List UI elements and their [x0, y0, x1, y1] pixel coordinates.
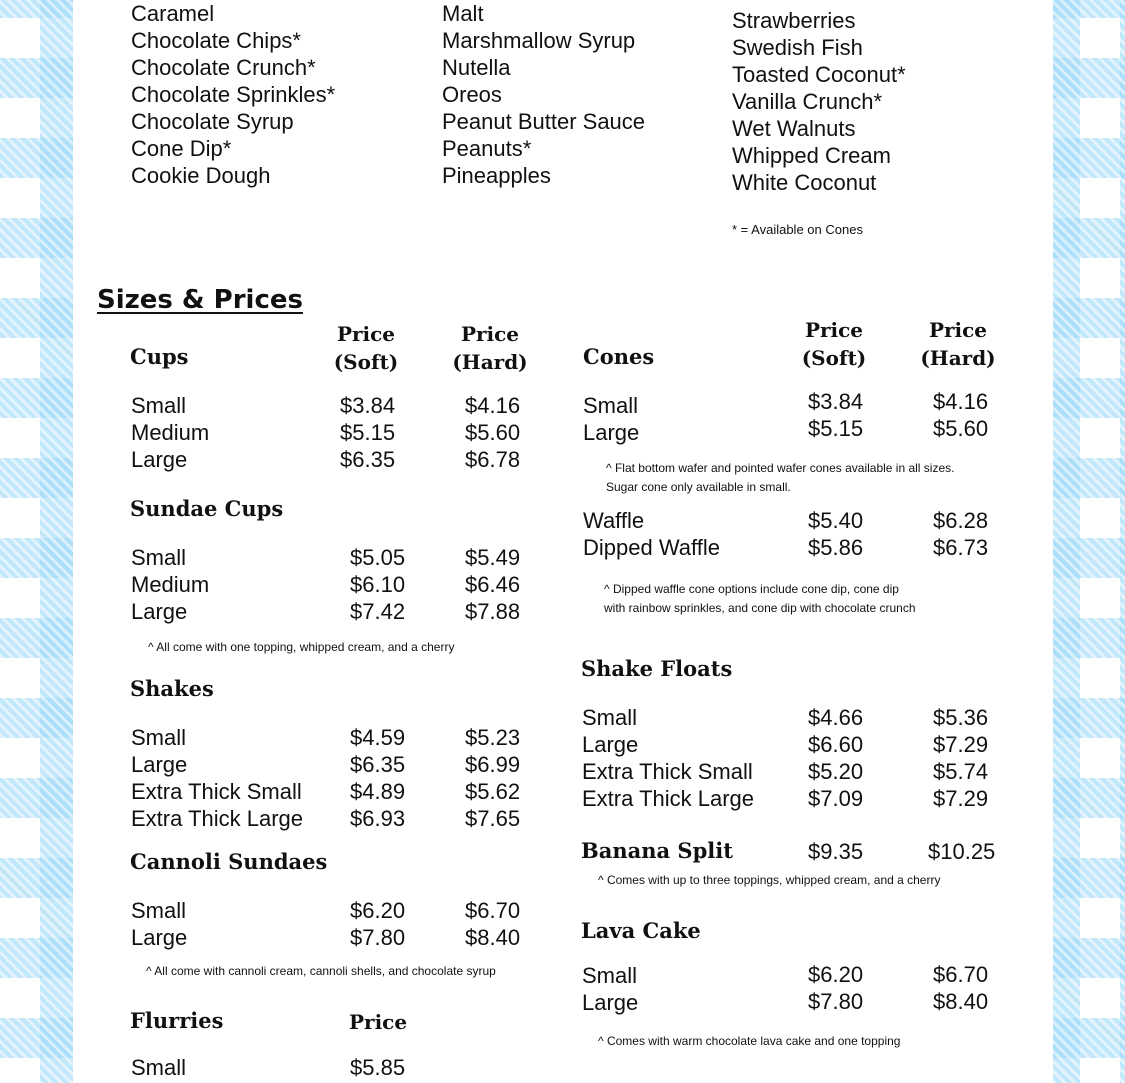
size-label: Dipped Waffle	[583, 535, 720, 560]
topping-item: Vanilla Crunch*	[732, 89, 883, 114]
section-title-flurries: Flurries	[130, 1008, 224, 1033]
topping-item: Chocolate Syrup	[131, 109, 294, 134]
gingham-border-left	[0, 0, 73, 1083]
section-note: Sugar cone only available in small.	[606, 480, 791, 494]
price-soft: $3.84	[340, 393, 396, 418]
topping-item: Chocolate Crunch*	[131, 55, 316, 80]
price-soft: $6.35	[340, 447, 396, 472]
price-hard: $5.49	[465, 545, 521, 570]
size-label: Small	[582, 963, 638, 988]
price-hard: $5.62	[465, 779, 521, 804]
section-title-shakes: Shakes	[130, 676, 214, 701]
section-note: ^ Comes with warm chocolate lava cake and one topping	[598, 1034, 901, 1048]
topping-item: Peanuts*	[442, 136, 532, 161]
topping-item: Peanut Butter Sauce	[442, 109, 646, 134]
size-label: Large	[582, 990, 639, 1015]
section-title-shake-floats: Shake Floats	[581, 656, 733, 681]
section-title-banana-split: Banana Split	[581, 838, 733, 863]
size-label: Small	[131, 1055, 187, 1080]
price-soft: $5.40	[808, 508, 864, 533]
price-hard: $6.70	[465, 898, 521, 923]
price-soft: $4.89	[350, 779, 406, 804]
price-soft-header: Price (Soft)	[333, 322, 399, 374]
topping-item: Nutella	[442, 55, 511, 80]
price-hard: $6.70	[933, 962, 989, 987]
topping-item: Marshmallow Syrup	[442, 28, 636, 53]
topping-item: Wet Walnuts	[732, 116, 856, 141]
size-label: Small	[131, 898, 187, 923]
price-soft: $7.42	[350, 599, 406, 624]
price-soft: $7.09	[808, 786, 864, 811]
topping-item: Oreos	[442, 82, 502, 107]
size-label: Small	[131, 545, 187, 570]
topping-item: Cone Dip*	[131, 136, 232, 161]
size-label: Extra Thick Small	[582, 759, 753, 784]
size-label: Extra Thick Large	[131, 806, 304, 831]
price-soft: $4.66	[808, 705, 864, 730]
toppings-footnote: * = Available on Cones	[732, 222, 863, 237]
size-label: Small	[583, 393, 639, 418]
size-label: Large	[131, 447, 188, 472]
section-note: ^ Flat bottom wafer and pointed wafer cones available in all sizes.	[606, 461, 955, 475]
price-hard: $5.60	[933, 416, 989, 441]
section-note: with rainbow sprinkles, and cone dip with chocolate crunch	[604, 601, 916, 615]
price-soft: $5.86	[808, 535, 864, 560]
size-label: Extra Thick Small	[131, 779, 302, 804]
price-hard-header: Price (Hard)	[452, 322, 528, 374]
price-hard: $4.16	[465, 393, 521, 418]
topping-item: Strawberries	[732, 8, 856, 33]
size-label: Waffle	[583, 508, 645, 533]
gingham-border-right	[1053, 0, 1125, 1083]
price-hard: $7.29	[933, 786, 989, 811]
price-hard: $4.16	[933, 389, 989, 414]
price-hard: $10.25	[928, 839, 996, 864]
size-label: Large	[582, 732, 639, 757]
price-hard: $7.65	[465, 806, 521, 831]
size-label: Medium	[131, 420, 210, 445]
topping-item: Toasted Coconut*	[732, 62, 906, 87]
topping-item: Swedish Fish	[732, 35, 863, 60]
section-note: ^ All come with one topping, whipped cream, and a cherry	[148, 640, 455, 654]
topping-item: Malt	[442, 1, 484, 26]
price-hard: $5.23	[465, 725, 521, 750]
price-hard: $5.74	[933, 759, 989, 784]
price-hard: $8.40	[933, 989, 989, 1014]
section-note: ^ Comes with up to three toppings, whipped cream, and a cherry	[598, 873, 941, 887]
size-label: Large	[583, 420, 640, 445]
topping-item: White Coconut	[732, 170, 877, 195]
price-soft: $7.80	[808, 989, 864, 1014]
price-soft: $6.20	[350, 898, 406, 923]
section-title-cups: Cups	[130, 344, 189, 369]
price-hard-header: Price (Hard)	[920, 318, 996, 370]
price-hard: $6.46	[465, 572, 521, 597]
section-title-cannoli-sundaes: Cannoli Sundaes	[130, 849, 328, 874]
size-label: Large	[131, 925, 188, 950]
price-soft: $6.10	[350, 572, 406, 597]
section-title-cones: Cones	[583, 344, 655, 369]
price-soft: $6.20	[808, 962, 864, 987]
topping-item: Caramel	[131, 1, 215, 26]
price-hard: $6.78	[465, 447, 521, 472]
size-label: Extra Thick Large	[582, 786, 755, 811]
price-soft: $5.15	[808, 416, 864, 441]
price-soft: $5.15	[340, 420, 396, 445]
price-hard: $6.73	[933, 535, 989, 560]
section-title-sundae-cups: Sundae Cups	[130, 496, 284, 521]
section-note: ^ All come with cannoli cream, cannoli shells, and chocolate syrup	[146, 964, 496, 978]
price-soft: $6.35	[350, 752, 406, 777]
price-soft: $9.35	[808, 839, 864, 864]
price-soft: $6.60	[808, 732, 864, 757]
price: $5.85	[350, 1055, 406, 1080]
price-hard: $5.60	[465, 420, 521, 445]
section-title-lava-cake: Lava Cake	[581, 918, 701, 943]
size-label: Medium	[131, 572, 210, 597]
price-soft: $3.84	[808, 389, 864, 414]
price-soft: $5.20	[808, 759, 864, 784]
price-header: Price	[349, 1010, 408, 1034]
topping-item: Whipped Cream	[732, 143, 891, 168]
size-label: Small	[131, 393, 187, 418]
price-hard: $8.40	[465, 925, 521, 950]
price-hard: $6.99	[465, 752, 521, 777]
topping-item: Pineapples	[442, 163, 551, 188]
price-soft-header: Price (Soft)	[801, 318, 867, 370]
price-soft: $6.93	[350, 806, 406, 831]
size-label: Small	[131, 725, 187, 750]
price-hard: $6.28	[933, 508, 989, 533]
size-label: Large	[131, 752, 188, 777]
sizes-prices-title: Sizes & Prices	[97, 285, 303, 315]
topping-item: Cookie Dough	[131, 163, 271, 188]
price-soft: $7.80	[350, 925, 406, 950]
price-hard: $7.29	[933, 732, 989, 757]
size-label: Large	[131, 599, 188, 624]
topping-item: Chocolate Sprinkles*	[131, 82, 336, 107]
price-soft: $4.59	[350, 725, 406, 750]
size-label: Small	[582, 705, 638, 730]
price-hard: $7.88	[465, 599, 521, 624]
topping-item: Chocolate Chips*	[131, 28, 301, 53]
section-note: ^ Dipped waffle cone options include cone dip, cone dip	[604, 582, 899, 596]
price-soft: $5.05	[350, 545, 406, 570]
price-hard: $5.36	[933, 705, 989, 730]
